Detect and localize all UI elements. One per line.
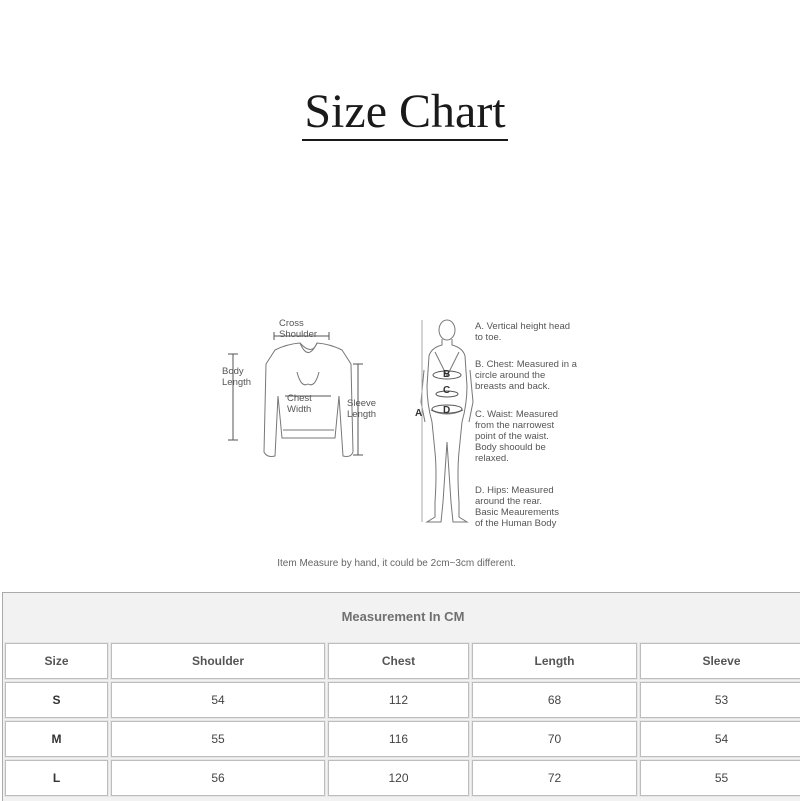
measurement-footnote: Item Measure by hand, it could be 2cm~3cm different. (277, 558, 516, 569)
sleeve-length-label: Sleeve Length (347, 398, 377, 420)
note-c: C. Waist: Measured from the narrowest point of the waist. Body shoould be relaxed. (475, 409, 559, 464)
row-l-chest: 120 (328, 760, 469, 796)
page-title (0, 82, 800, 142)
letter-b: B (443, 369, 451, 380)
body-length-label: Body Length (222, 366, 252, 388)
row-s-sleeve: 53 (640, 682, 800, 718)
header-sleeve: Sleeve (640, 643, 800, 679)
row-l-size: L (5, 760, 108, 796)
letter-d: D (443, 405, 451, 416)
header-size: Size (5, 643, 108, 679)
letter-c: C (443, 385, 451, 396)
header-length: Length (472, 643, 637, 679)
row-s-shoulder: 54 (111, 682, 325, 718)
row-m-length: 70 (472, 721, 637, 757)
size-table (2, 592, 800, 801)
cross-shoulder-label: Cross Shoulder (279, 318, 318, 340)
note-d: D. Hips: Measured around the rear. Basic Meaurements of the Human Body (475, 485, 559, 529)
row-l-shoulder: 56 (111, 760, 325, 796)
row-m-size: M (5, 721, 108, 757)
row-l-sleeve: 55 (640, 760, 800, 796)
note-a: A. Vertical height head to toe. (475, 321, 571, 343)
row-m-sleeve: 54 (640, 721, 800, 757)
header-chest: Chest (328, 643, 469, 679)
row-m-shoulder: 55 (111, 721, 325, 757)
measurement-diagram (215, 312, 595, 542)
body-drawing (421, 320, 473, 522)
row-s-size: S (5, 682, 108, 718)
note-b: B. Chest: Measured in a circle around the breasts and back. (475, 359, 577, 392)
row-m-chest: 116 (328, 721, 469, 757)
row-l-length: 72 (472, 760, 637, 796)
header-shoulder: Shoulder (111, 643, 325, 679)
letter-a: A (415, 408, 423, 419)
row-s-length: 68 (472, 682, 637, 718)
row-s-chest: 112 (328, 682, 469, 718)
title-text: Size Chart (302, 85, 507, 141)
table-caption: Measurement In CM (341, 609, 465, 624)
chest-width-label: Chest Width (287, 393, 312, 415)
